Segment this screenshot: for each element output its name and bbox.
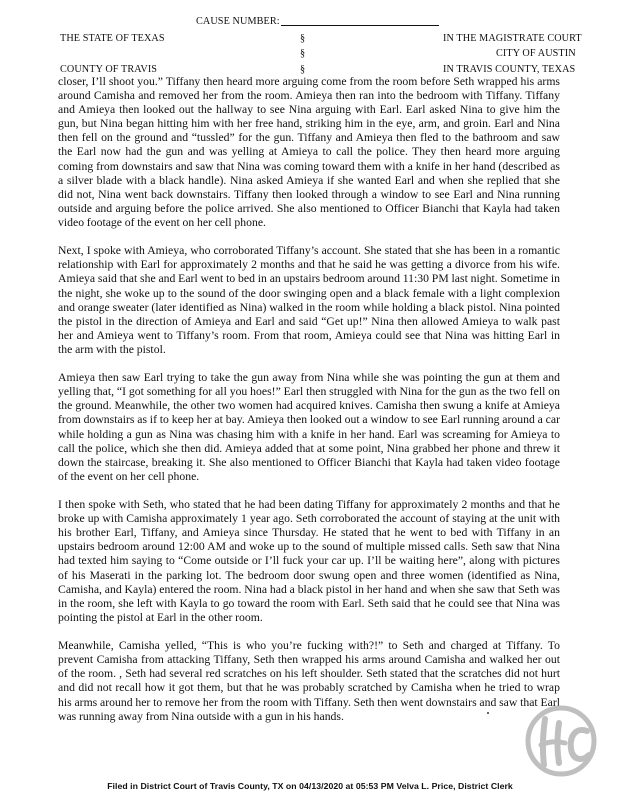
cause-number-label: CAUSE NUMBER:	[196, 16, 280, 27]
section-symbol-2: §	[300, 48, 306, 59]
section-symbol-1: §	[300, 33, 306, 44]
caption-right-2: CITY OF AUSTIN	[496, 48, 576, 59]
cause-number-blank	[281, 25, 439, 26]
stray-mark	[487, 712, 489, 714]
caption-left-3: COUNTY OF TRAVIS	[60, 64, 158, 75]
caption-right-1: IN THE MAGISTRATE COURT	[443, 33, 582, 44]
filing-footer: Filed in District Court of Travis County, TX on 04/13/2020 at 05:53 PM Velva L. Price, District Clerk	[107, 781, 513, 791]
paragraph-2: Next, I spoke with Amieya, who corroborated Tiffany’s account. She stated that she has been in a romantic relationship with Earl for approximately 2 months and that he said he was getting a divorce from his wife. Amieya said that she and Earl went to bed in an upstairs bedroom around 11:30 PM last night. Sometime in the night, she woke up to the sound of the door swinging open and a black female with a light complexion and orange sweater (later identified as Nina) walked in the room while holding a black pistol. Nina pointed the pistol in the direction of Amieya and Earl and said “Get up!” Nina then allowed Amieya to walk past her and Amieya went to Tiffany’s room. From that room, Amieya could see that Nina was hitting Earl in the arm with the pistol.	[58, 244, 560, 356]
initials-stamp	[515, 705, 607, 777]
caption-left-1: THE STATE OF TEXAS	[60, 33, 165, 44]
paragraph-3: Amieya then saw Earl trying to take the gun away from Nina while she was pointing the gun at them and yelling that, “I got something for all you hoes!” Earl then struggled with Nina for the gun as the two fell on the ground. Meanwhile, the other two women had acquired knives. Camisha then swung a knife at Amieya from downstairs as if to keep her at bay. Amieya then looked out a window to see Earl running around a car while holding a gun as Nina was chasing him with a knife in her hand. Earl was screaming for Amieya to call the police, which she then did. Amieya added that at some point, Nina grabbed her phone and threw it down the staircase, breaking it. She also mentioned to Officer Bianchi that Kayla had taken video footage of the event on her cell phone.	[58, 371, 560, 483]
paragraph-5: Meanwhile, Camisha yelled, “This is who you’re fucking with?!” to Seth and charged at Tiffany. To prevent Camisha from attacking Tiffany, Seth then wrapped his arms around Camisha and walked her out of the room. , Seth had several red scratches on his left shoulder. Seth stated that the scratches did not hurt and did not recall how it got them, but that he was probably scratched by Camisha when he tried to wrap his arms around her to remove her from the room with Tiffany. Seth then went downstairs and saw that Earl was running away from Nina outside with a gun in his hands.	[58, 639, 560, 723]
affidavit-body	[58, 75, 560, 738]
caption-right-3: IN TRAVIS COUNTY, TEXAS	[443, 64, 576, 75]
paragraph-1: closer, I’ll shoot you.” Tiffany then heard more arguing come from the room before Seth wrapped his arms around Camisha and removed her from the room. Amieya then ran into the bedroom with Tiffany. Tiffany and Amieya then looked out the hallway to see Nina arguing with Earl. Earl asked Nina to give him the gun, but Nina began hitting him with her free hand, striking him in the eye, arm, and groin. Earl and Nina then fell on the ground and “tussled” for the gun. Tiffany and Amieya then fled to the bathroom and saw the Earl now had the gun and was yelling at Amieya to call the police. They then heard more arguing coming from downstairs and saw that Nina was coming toward them with a knife in her hand (described as a silver blade with a black handle). Nina asked Amieya if she wanted Earl and when she replied that she did not, Nina went back downstairs. Tiffany then looked through a window to see Earl and Nina running outside and arguing before the police arrived. She also mentioned to Officer Bianchi that Kayla had taken video footage of the event on her cell phone.	[58, 75, 560, 229]
paragraph-4: I then spoke with Seth, who stated that he had been dating Tiffany for approximately 2 months and that he broke up with Camisha approximately 1 year ago. Seth corroborated the account of staying at the unit with his brother Earl, Tiffany, and Amieya since Thursday. He stated that he went to bed with Tiffany in an upstairs bedroom around 12:00 AM and woke up to the sound of multiple missed calls. Seth saw that Nina had texted him saying to “Come outside or I’ll fuck your car up. I’ll be waiting here”, along with pictures of his Maserati in the parking lot. The bedroom door swung open and three women (identified as Nina, Camisha, and Kayla) entered the room. Nina had a black pistol in her hand and when she saw that Seth was in the room, she left with Kayla to go toward the room with Earl. Seth said that he could see that Nina was pointing the pistol at Earl in the other room.	[58, 498, 560, 624]
section-symbol-3: §	[300, 64, 306, 75]
